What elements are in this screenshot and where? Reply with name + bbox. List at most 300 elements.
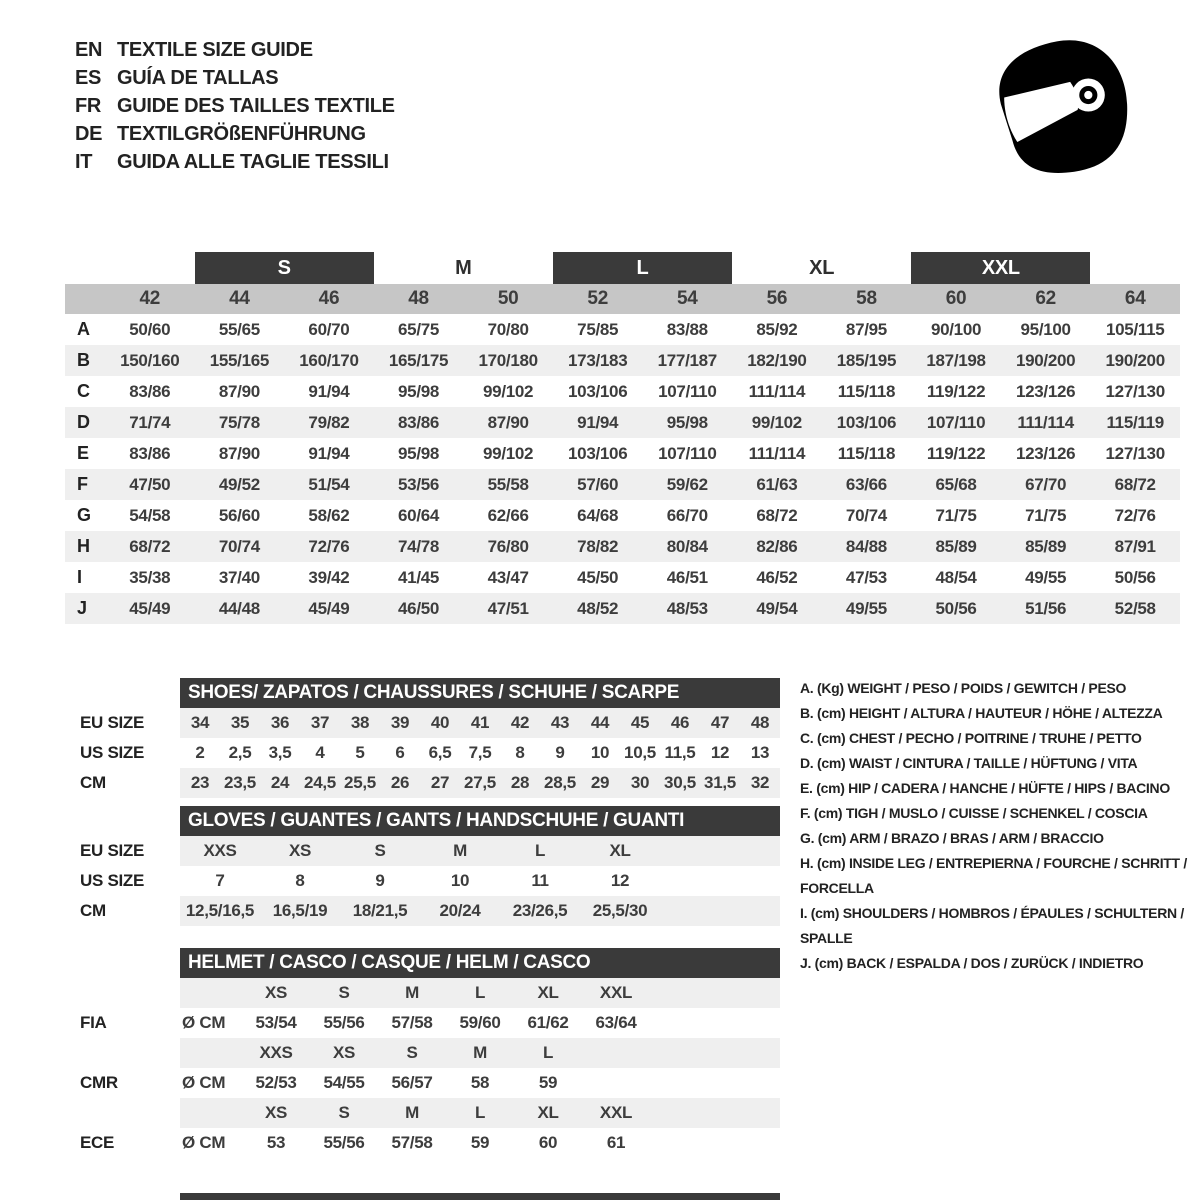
helmet-value-row-fia: [80, 1008, 780, 1038]
size-value: 26: [390, 773, 410, 792]
size-value: 165/175: [388, 350, 449, 370]
size-value: 37/40: [218, 567, 260, 587]
size-value: 32: [750, 773, 770, 792]
row-values: [180, 866, 780, 896]
row-label: A: [77, 319, 90, 339]
table-row: [80, 836, 780, 866]
size-value: 48: [750, 713, 770, 732]
table-row: [80, 768, 780, 798]
numeric-size: 46: [318, 288, 340, 309]
size-value: 87/90: [487, 412, 529, 432]
size-value: 127/130: [1105, 443, 1165, 463]
size-value: 29: [590, 773, 610, 792]
size-value: 31,5: [704, 773, 736, 792]
size-value: 177/187: [657, 350, 717, 370]
size-value: 85/92: [756, 319, 798, 339]
row-label: G: [77, 505, 91, 525]
size-value: 87/90: [218, 381, 260, 401]
language-title: GUIDA ALLE TAGLIE TESSILI: [117, 150, 389, 173]
size-value: 44/48: [218, 598, 260, 618]
size-value: 71/74: [129, 412, 171, 432]
size-value: 95/98: [398, 381, 440, 401]
size-value: 62/66: [487, 505, 529, 525]
size-value: 35/38: [129, 567, 171, 587]
size-value: 99/102: [483, 381, 534, 401]
size-value: 95/98: [666, 412, 708, 432]
size-value: 40: [430, 713, 450, 732]
language-code: DE: [75, 122, 103, 145]
row-values: [180, 1038, 780, 1068]
language-item: [75, 92, 395, 120]
helmet-size-value: 59/60: [459, 1013, 501, 1032]
numeric-size: 48: [408, 288, 429, 309]
legend-item: I. (cm) SHOULDERS / HOMBROS / ÉPAULES / SCHULTERN / SPALLE: [800, 905, 1184, 946]
size-value: 64/68: [577, 505, 619, 525]
size-value: 30,5: [664, 773, 696, 792]
size-value: 71/75: [1025, 505, 1067, 525]
size-value: 45/49: [129, 598, 171, 618]
size-value: 85/89: [1025, 536, 1067, 556]
size-value: 68/72: [756, 505, 798, 525]
size-value: 58/62: [308, 505, 350, 525]
language-code: EN: [75, 38, 103, 61]
size-value: 3,5: [268, 743, 292, 762]
size-value: 70/74: [218, 536, 260, 556]
size-value: 74/78: [398, 536, 440, 556]
size-value: 20/24: [439, 901, 481, 920]
helmet-size-label: L: [542, 1043, 554, 1062]
measurement-row-e: [65, 438, 1180, 469]
size-value: 190/200: [1105, 350, 1165, 370]
size-value: 61/63: [756, 474, 798, 494]
helmet-size-label: M: [405, 983, 419, 1002]
measurement-row-i: [65, 562, 1180, 593]
numeric-size-row: [65, 284, 1180, 314]
row-values: [180, 1068, 780, 1098]
size-value: 43: [550, 713, 570, 732]
size-value: 8: [295, 871, 305, 890]
size-value: 35: [230, 713, 250, 732]
size-group-header-row: [65, 252, 1180, 284]
size-value: 75/85: [577, 319, 619, 339]
textile-table-body: [65, 314, 1180, 624]
row-label: C: [77, 381, 90, 401]
size-value: 71/75: [935, 505, 977, 525]
row-values: [180, 1128, 780, 1158]
size-value: 84/88: [845, 536, 887, 556]
size-value: 70/74: [845, 505, 887, 525]
numeric-size: 52: [587, 288, 608, 309]
size-value: 115/118: [837, 381, 896, 401]
table-row: [80, 866, 780, 896]
size-value: 7,5: [468, 743, 492, 762]
helmet-size-value: 59: [538, 1073, 558, 1092]
size-value: 43/47: [487, 567, 529, 587]
size-value: 34: [190, 713, 210, 732]
language-item: [75, 64, 395, 92]
helmet-size-label: XXS: [259, 1043, 293, 1062]
size-value: 79/82: [308, 412, 350, 432]
numeric-size: 44: [229, 288, 250, 309]
helmet-size-value: 57/58: [391, 1133, 433, 1152]
size-value: 85/89: [935, 536, 977, 556]
legend-item: E. (cm) HIP / CADERA / HANCHE / HÜFTE / HIPS / BACINO: [800, 780, 1170, 796]
helmet-size-row-cmr: [80, 1038, 780, 1068]
size-value: 50/56: [1114, 567, 1156, 587]
size-value: XXS: [203, 841, 237, 860]
size-value: 48/54: [935, 567, 977, 587]
size-group-xxl: XXL: [911, 252, 1090, 284]
row-label: D: [77, 412, 90, 432]
size-value: 55/65: [218, 319, 260, 339]
size-value: 12,5/16,5: [185, 901, 255, 920]
size-value: 78/82: [577, 536, 619, 556]
size-value: XS: [288, 841, 312, 860]
size-value: 41: [470, 713, 490, 732]
size-value: 49/55: [845, 598, 887, 618]
size-value: 37: [310, 713, 330, 732]
size-value: 59/62: [666, 474, 708, 494]
diameter-spacer: [180, 1098, 242, 1128]
numeric-size: 58: [856, 288, 877, 309]
size-value: 53/56: [398, 474, 440, 494]
size-value: 103/106: [836, 412, 897, 432]
size-value: 150/160: [120, 350, 180, 370]
size-value: 16,5/19: [272, 901, 328, 920]
size-value: 10: [450, 871, 470, 890]
size-value: 2,5: [228, 743, 252, 762]
helmet-size-row-fia: [80, 978, 780, 1008]
row-label: [80, 978, 180, 1008]
helmet-title-bar: HELMET / CASCO / CASQUE / HELM / CASCO: [180, 948, 780, 978]
helmet-size-label: XL: [537, 983, 559, 1002]
helmet-size-label: L: [474, 1103, 486, 1122]
size-value: 65/75: [398, 319, 440, 339]
size-group-m: M: [455, 256, 472, 279]
size-value: 127/130: [1105, 381, 1165, 401]
helmet-value-row-ece: [80, 1128, 780, 1158]
size-value: 91/94: [577, 412, 619, 432]
size-value: XL: [609, 841, 631, 860]
row-values: [180, 768, 780, 798]
language-title: TEXTILGRÖßENFÜHRUNG: [117, 122, 366, 145]
language-item: [75, 36, 395, 64]
helmet-size-label: S: [338, 983, 350, 1002]
language-item: [75, 148, 395, 176]
size-value: 47/53: [845, 567, 887, 587]
helmet-table-body: [80, 978, 780, 1158]
size-group-l: L: [553, 252, 732, 284]
helmet-size-value: 52/53: [255, 1073, 297, 1092]
size-value: 9: [375, 871, 385, 890]
size-value: 24: [270, 773, 290, 792]
size-value: 83/86: [129, 443, 171, 463]
size-group-xl: XL: [809, 256, 835, 279]
diameter-spacer: [180, 1038, 242, 1068]
size-value: 11,5: [664, 743, 696, 762]
measurement-row-f: [65, 469, 1180, 500]
helmet-size-value: 53: [266, 1133, 286, 1152]
size-value: 8: [515, 743, 525, 762]
size-value: 68/72: [129, 536, 171, 556]
language-code: ES: [75, 66, 102, 89]
helmet-size-value: 54/55: [323, 1073, 365, 1092]
size-value: 49/55: [1025, 567, 1067, 587]
size-value: 72/76: [1114, 505, 1156, 525]
helmet-size-label: S: [338, 1103, 350, 1122]
helmet-value-row-cmr: [80, 1068, 780, 1098]
size-value: 56/60: [218, 505, 260, 525]
size-value: 10,5: [624, 743, 656, 762]
size-value: 23: [190, 773, 210, 792]
size-value: 187/198: [926, 350, 986, 370]
row-label: [80, 1038, 180, 1068]
helmet-size-value: 61: [606, 1133, 626, 1152]
numeric-size: 64: [1124, 288, 1146, 309]
size-value: 38: [350, 713, 370, 732]
numeric-size: 50: [497, 288, 519, 309]
size-value: 27,5: [464, 773, 496, 792]
language-list: [75, 36, 395, 176]
row-label: US SIZE: [80, 743, 145, 762]
row-label: H: [77, 536, 90, 556]
size-value: 123/126: [1015, 381, 1076, 401]
row-label: CM: [80, 773, 106, 792]
helmet-size-label: XS: [264, 983, 288, 1002]
diameter-label: Ø CM: [182, 1133, 226, 1152]
helmet-table: [80, 948, 780, 1158]
row-values: [180, 1008, 780, 1038]
size-value: 103/106: [568, 381, 628, 401]
size-value: 95/100: [1020, 319, 1071, 339]
language-code: IT: [75, 150, 93, 173]
size-value: 12: [710, 743, 730, 762]
size-value: 46/50: [398, 598, 440, 618]
size-value: 45/50: [577, 567, 619, 587]
size-value: 4: [315, 743, 325, 762]
size-value: 190/200: [1015, 350, 1076, 370]
size-value: 123/126: [1015, 443, 1076, 463]
size-value: 7: [215, 871, 225, 890]
size-value: 23,5: [224, 773, 256, 792]
size-value: 47/50: [129, 474, 171, 494]
size-value: 83/86: [129, 381, 171, 401]
helmet-size-value: 56/57: [391, 1073, 433, 1092]
helmet-size-value: 61/62: [527, 1013, 569, 1032]
language-code: FR: [75, 94, 102, 117]
row-label: J: [77, 598, 87, 618]
size-value: 83/88: [666, 319, 708, 339]
numeric-size: 62: [1035, 288, 1056, 309]
size-value: 91/94: [308, 381, 350, 401]
size-value: 185/195: [836, 350, 897, 370]
helmet-size-label: XS: [264, 1103, 288, 1122]
row-label: EU SIZE: [80, 841, 145, 860]
size-value: 90/100: [930, 319, 982, 339]
size-value: 52/58: [1114, 598, 1156, 618]
row-values: [180, 978, 780, 1008]
measurement-row-b: [65, 345, 1180, 376]
size-value: 111/114: [1017, 412, 1074, 432]
size-value: 119/122: [926, 443, 986, 463]
racing-helmet-icon: [972, 30, 1137, 198]
size-value: 111/114: [748, 443, 806, 463]
measurement-row-j: [65, 593, 1180, 624]
size-value: 65/68: [935, 474, 977, 494]
size-value: 47: [710, 713, 730, 732]
row-values: [180, 1098, 780, 1128]
size-value: 48/52: [577, 598, 619, 618]
shoes-table-body: [80, 708, 780, 798]
size-value: 99/102: [483, 443, 534, 463]
language-title: GUIDE DES TAILLES TEXTILE: [117, 94, 395, 117]
helmet-size-label: S: [406, 1043, 418, 1062]
gloves-table-body: [80, 836, 780, 926]
helmet-size-value: 63/64: [595, 1013, 637, 1032]
size-value: 45/49: [308, 598, 350, 618]
legend-item: G. (cm) ARM / BRAZO / BRAS / ARM / BRACCIO: [800, 830, 1104, 846]
size-value: 44: [590, 713, 610, 732]
size-value: 39/42: [308, 567, 350, 587]
row-label: US SIZE: [80, 871, 145, 890]
size-value: 76/80: [487, 536, 529, 556]
size-value: 42: [510, 713, 530, 732]
size-value: 72/76: [308, 536, 350, 556]
gloves-title-bar: GLOVES / GUANTES / GANTS / HANDSCHUHE / GUANTI: [180, 806, 780, 836]
size-value: 18/21,5: [352, 901, 408, 920]
size-value: 50/60: [129, 319, 171, 339]
size-value: 51/54: [308, 474, 350, 494]
size-value: 9: [555, 743, 565, 762]
size-value: 50/56: [935, 598, 977, 618]
numeric-size: 60: [945, 288, 967, 309]
helmet-size-label: M: [473, 1043, 487, 1062]
size-value: 182/190: [747, 350, 807, 370]
size-value: 28,5: [544, 773, 576, 792]
legend-item: F. (cm) TIGH / MUSLO / CUISSE / SCHENKEL / COSCIA: [800, 805, 1148, 821]
row-values: [180, 836, 780, 866]
row-label: E: [77, 443, 89, 463]
size-value: 30: [630, 773, 650, 792]
measurement-row-g: [65, 500, 1180, 531]
helmet-size-value: 53/54: [255, 1013, 297, 1032]
size-value: 107/110: [658, 381, 717, 401]
legend-item: D. (cm) WAIST / CINTURA / TAILLE / HÜFTUNG / VITA: [800, 755, 1138, 771]
size-value: 103/106: [568, 443, 628, 463]
size-value: 55/58: [487, 474, 529, 494]
helmet-size-value: 57/58: [391, 1013, 433, 1032]
legend-item: B. (cm) HEIGHT / ALTURA / HAUTEUR / HÖHE / ALTEZZA: [800, 705, 1163, 721]
standard-label: FIA: [80, 1013, 107, 1032]
corner-cell: [65, 284, 105, 314]
size-value: 2: [195, 743, 205, 762]
size-value: 39: [390, 713, 410, 732]
size-value: 48/53: [666, 598, 708, 618]
size-value: 67/70: [1025, 474, 1067, 494]
size-value: 25,5: [344, 773, 376, 792]
standard-label: ECE: [80, 1133, 115, 1152]
language-title: GUÍA DE TALLAS: [117, 66, 279, 89]
helmet-size-value: 60: [538, 1133, 558, 1152]
shoes-title-bar: SHOES/ ZAPATOS / CHAUSSURES / SCHUHE / SCARPE: [180, 678, 780, 708]
size-value: 6,5: [428, 743, 452, 762]
size-value: L: [534, 841, 546, 860]
helmet-size-label: M: [405, 1103, 419, 1122]
measurement-row-d: [65, 407, 1180, 438]
helmet-size-value: 55/56: [323, 1133, 365, 1152]
size-value: 60/64: [398, 505, 440, 525]
size-value: 46/52: [756, 567, 798, 587]
size-value: M: [453, 841, 467, 860]
size-value: 54/58: [129, 505, 171, 525]
size-value: 80/84: [666, 536, 708, 556]
row-values: [180, 896, 780, 926]
size-value: 11: [531, 871, 549, 890]
table-row: [80, 738, 780, 768]
helmet-size-value: 55/56: [323, 1013, 365, 1032]
measurement-row-a: [65, 314, 1180, 345]
numeric-size: 54: [677, 288, 698, 309]
size-value: 28: [510, 773, 530, 792]
row-label: CM: [80, 901, 106, 920]
table-row: [80, 896, 780, 926]
size-value: 107/110: [658, 443, 717, 463]
size-value: 49/52: [218, 474, 260, 494]
size-value: 95/98: [398, 443, 440, 463]
helmet-size-label: XXL: [599, 983, 633, 1002]
measurement-row-c: [65, 376, 1180, 407]
helmet-size-label: XS: [332, 1043, 356, 1062]
size-value: 107/110: [926, 412, 986, 432]
legend-item: H. (cm) INSIDE LEG / ENTREPIERNA / FOURCHE / SCHRITT / FORCELLA: [800, 855, 1187, 896]
size-value: 41/45: [398, 567, 440, 587]
size-value: 87/95: [845, 319, 887, 339]
size-value: 49/54: [756, 598, 798, 618]
size-value: 6: [395, 743, 405, 762]
row-values: [180, 738, 780, 768]
size-group-s: S: [195, 252, 374, 284]
language-title: TEXTILE SIZE GUIDE: [117, 38, 313, 61]
size-value: 111/114: [748, 381, 806, 401]
size-value: 60/70: [308, 319, 350, 339]
shoes-table: [80, 678, 780, 798]
size-value: 91/94: [308, 443, 350, 463]
size-value: S: [374, 841, 386, 860]
diameter-spacer: [180, 978, 242, 1008]
size-value: 24,5: [304, 773, 336, 792]
row-label: I: [77, 567, 82, 587]
diameter-label: Ø CM: [182, 1013, 226, 1032]
size-value: 46: [670, 713, 690, 732]
measurement-legend: [800, 676, 1200, 976]
size-value: 105/115: [1105, 319, 1165, 339]
row-values: [180, 708, 780, 738]
helmet-size-value: 58: [470, 1073, 490, 1092]
helmet-size-label: L: [474, 983, 486, 1002]
size-value: 10: [590, 743, 610, 762]
helmet-size-value: 59: [470, 1133, 490, 1152]
size-value: 70/80: [487, 319, 529, 339]
language-item: [75, 120, 395, 148]
helmet-size-row-ece: [80, 1098, 780, 1128]
helmet-size-label: XL: [537, 1103, 559, 1122]
size-value: 51/56: [1025, 598, 1067, 618]
helmet-size-label: XXL: [599, 1103, 633, 1122]
table-row: [80, 708, 780, 738]
row-label: F: [77, 474, 88, 494]
numeric-size: 42: [139, 288, 161, 309]
size-value: 13: [750, 743, 770, 762]
